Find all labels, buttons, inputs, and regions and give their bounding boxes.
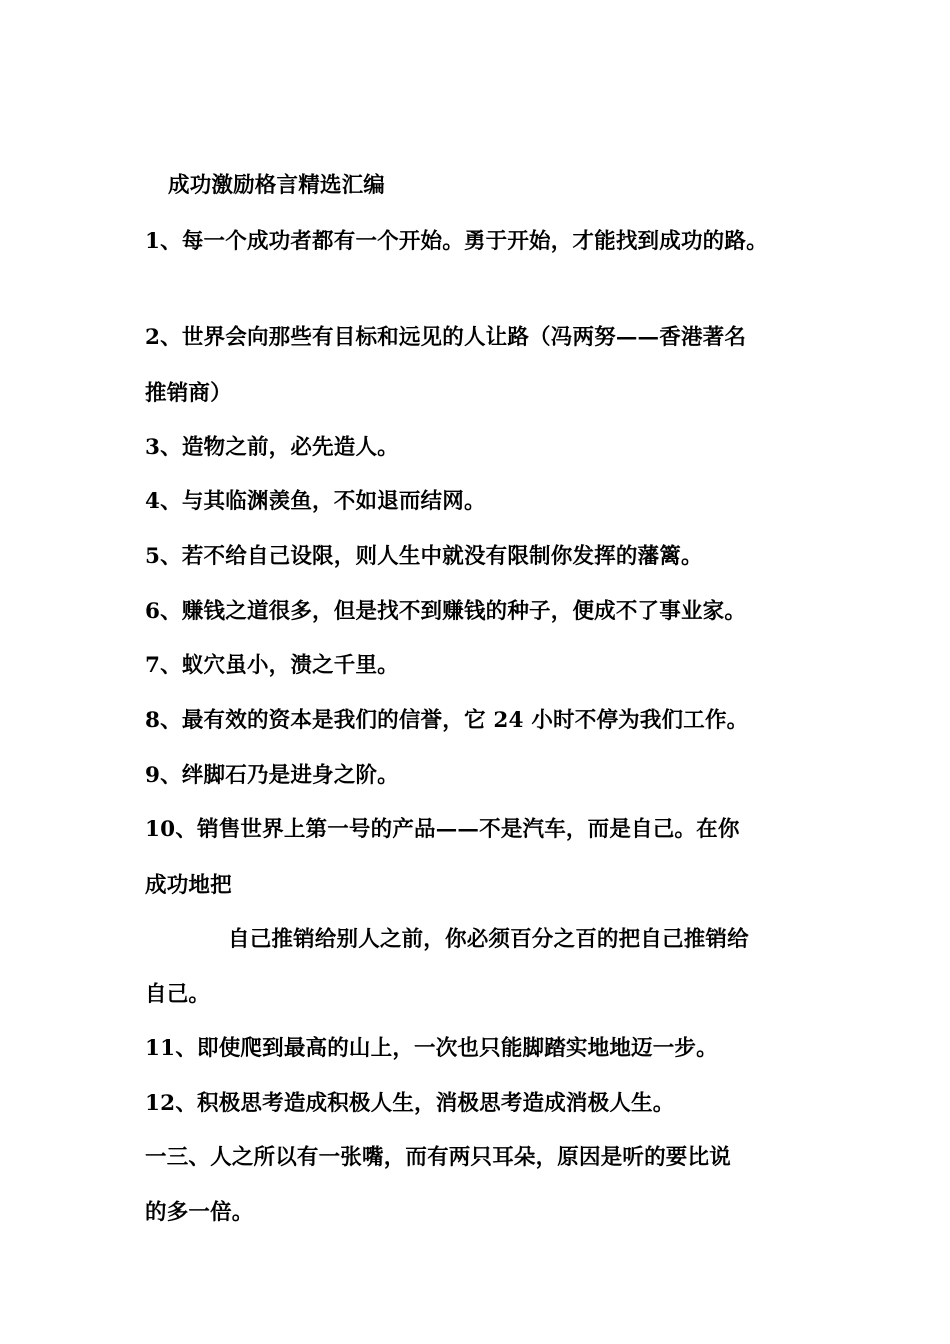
quote-line-10-cont: 成功地把 — [145, 873, 232, 898]
quote-line-10: 10、销售世界上第一号的产品——不是汽车，而是自己。在你 — [145, 817, 740, 842]
quote-line-6: 6、赚钱之道很多，但是找不到赚钱的种子，便成不了事业家。 — [145, 599, 747, 624]
quote-line-3: 3、造物之前，必先造人。 — [145, 435, 399, 460]
quote-line-8: 8、最有效的资本是我们的信誉，它 24 小时不停为我们工作。 — [145, 708, 749, 733]
quote-line-2: 2、世界会向那些有目标和远见的人让路（冯两努——香港著名 — [145, 325, 747, 350]
document-title: 成功激励格言精选汇编 — [168, 173, 386, 198]
quote-line-10-end: 自己。 — [145, 982, 211, 1007]
quote-line-4: 4、与其临渊羡鱼，不如退而结网。 — [145, 489, 486, 514]
quote-line-12: 12、积极思考造成积极人生，消极思考造成消极人生。 — [145, 1091, 675, 1116]
quote-line-2-cont: 推销商） — [145, 381, 232, 406]
quote-line-5: 5、若不给自己设限，则人生中就没有限制你发挥的藩篱。 — [145, 544, 703, 569]
quote-line-13-cont: 的多一倍。 — [145, 1200, 254, 1225]
quote-line-13: 一三、人之所以有一张嘴，而有两只耳朵，原因是听的要比说 — [145, 1145, 731, 1170]
quote-line-11: 11、即使爬到最高的山上，一次也只能脚踏实地地迈一步。 — [145, 1036, 718, 1061]
quote-line-10-indent: 自己推销给别人之前，你必须百分之百的把自己推销给 — [228, 927, 749, 952]
quote-line-1: 1、每一个成功者都有一个开始。勇于开始，才能找到成功的路。 — [145, 229, 768, 254]
quote-line-7: 7、蚁穴虽小，溃之千里。 — [145, 653, 399, 678]
quote-line-9: 9、绊脚石乃是进身之阶。 — [145, 763, 399, 788]
